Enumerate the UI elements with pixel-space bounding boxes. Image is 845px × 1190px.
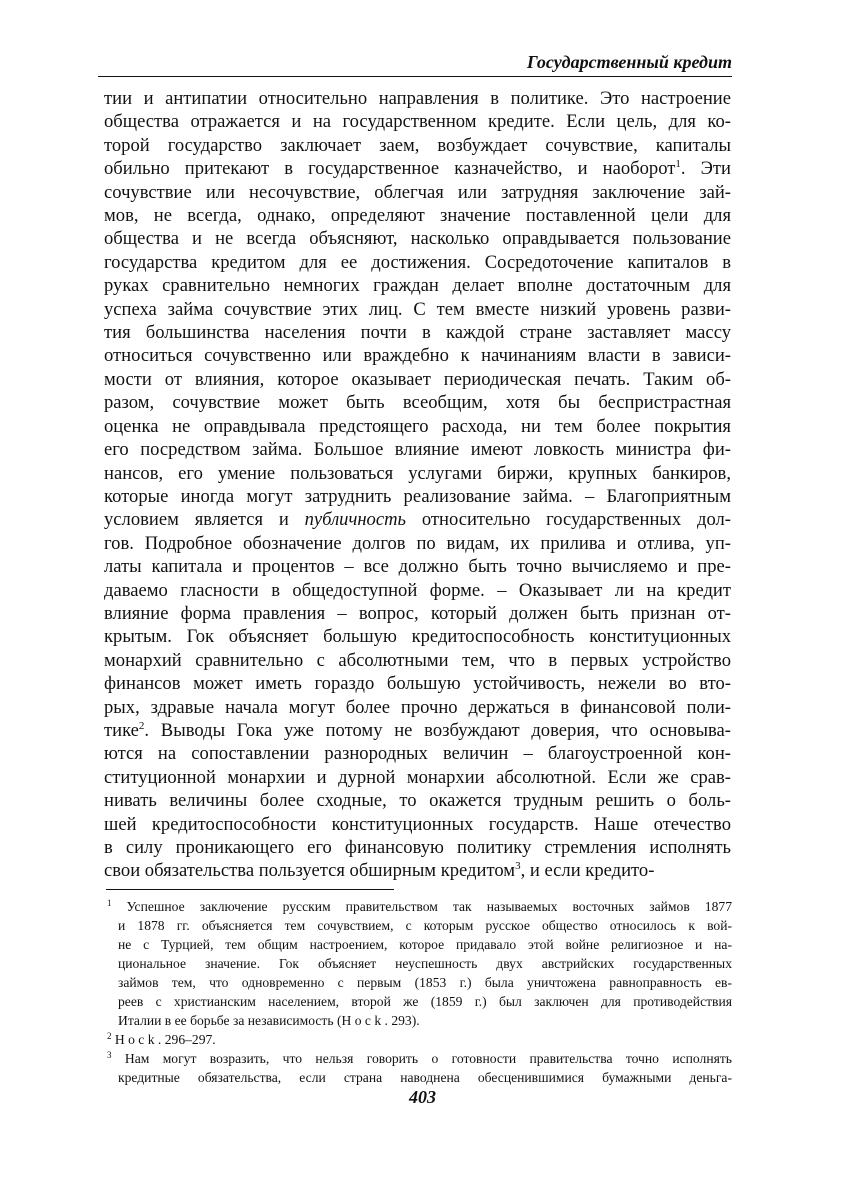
body-line-text: мов, не всегда, однако, определяют значение поставленной цели для (104, 205, 731, 227)
body-line-text: общества отражается и на государственном кредите. Если цель, для ко- (104, 111, 731, 133)
body-line-text: нивать величины более сходные, то окажется трудным решить о боль- (104, 790, 731, 812)
body-line (104, 719, 731, 742)
footnote-text: реев с христианским населением, второй же (1859 г.) был заключен для противодействия (118, 994, 732, 1009)
footnote-text: займов тем, что одновременно с первым (1853 г.) была уничтожена равноправность ев- (118, 975, 732, 990)
footnote-text: Нам могут возразить, что нельзя говорить о готовности правительства точно исполнять (111, 1051, 732, 1066)
running-head: Государственный кредит (526, 52, 732, 72)
footnote-line (107, 1049, 732, 1068)
body-line (104, 672, 731, 695)
footnote-line (107, 1030, 732, 1049)
body-line (104, 321, 731, 344)
body-line-text-cont: относительно государственных дол- (406, 509, 731, 531)
body-line-text: сочувствие или несочувствие, облегчая или затрудняя заключение зай- (104, 181, 731, 203)
body-line (104, 298, 731, 321)
footnotes (107, 897, 732, 1087)
body-line (104, 532, 731, 555)
body-line-text: крытым. Гок объясняет большую кредитоспособность конституционных (104, 626, 731, 648)
body-line-text: государства кредитом для ее достижения. Сосредоточение капиталов в (104, 251, 731, 273)
body-line-text: ются на сопоставлении разнородных величин – благоустроенной кон- (104, 743, 731, 765)
body-line (104, 274, 731, 297)
footnote-number: 3 (107, 1050, 112, 1060)
body-line (104, 344, 731, 367)
body-line (104, 649, 731, 672)
body-line-text: шей кредитоспособности конституционных государств. Наше отечество (104, 813, 731, 835)
body-text (104, 87, 731, 883)
body-line-text: руках сравнительно немногих граждан делает вполне достаточным для (104, 275, 731, 297)
body-line-text: латы капитала и процентов – все должно быть точно вычисляемо и пре- (104, 556, 731, 578)
footnote-text: Успешное заключение русским правительством так называемых восточных займов 1877 (111, 899, 732, 914)
body-line (104, 555, 731, 578)
body-line-text: тия большинства населения почти в каждой стране заставляет массу (104, 322, 731, 344)
body-line (104, 391, 731, 414)
page-number: 403 (409, 1087, 436, 1107)
header-rule (98, 76, 732, 77)
footnote-text: кредитные обязательства, если страна наводнена обесценившимися бумажными деньга- (118, 1070, 732, 1085)
footnote-line (107, 916, 732, 935)
body-line (104, 227, 731, 250)
body-line (104, 813, 731, 836)
body-line-text: относиться сочувственно или враждебно к начинаниям власти в зависи- (104, 345, 731, 367)
footnote-line (107, 973, 732, 992)
body-line-text: мости от влияния, которое оказывает периодическая печать. Таким об- (104, 368, 731, 390)
body-line-text: в силу проникающего его финансовую политику стремления исполнять (104, 837, 731, 858)
body-line (104, 462, 731, 485)
body-line (104, 87, 731, 110)
body-line (104, 438, 731, 461)
body-line (104, 181, 731, 204)
body-line-text: даваемо гласности в общедоступной форме. – Оказывает ли на кредит (104, 579, 731, 601)
footnote-line (107, 954, 732, 973)
body-line-text: которые иногда могут затруднить реализование займа. – Благоприятным (104, 485, 731, 507)
footnote-text: циональное значение. Гок объясняет неуспешность двух австрийских государственных (118, 956, 732, 971)
body-line-text: нансов, его умение пользоваться услугами биржи, крупных банкиров, (104, 462, 731, 484)
footnote-number: 2 (107, 1031, 112, 1041)
body-line-text: успеха займа сочувствие этих лиц. С тем вместе низкий уровень разви- (104, 298, 731, 320)
footnote-text: H o c k . 296–297. (111, 1032, 216, 1047)
body-line-text: общества и не всегда объясняют, насколько оправдывается пользование (104, 228, 731, 250)
footnote-line (107, 1068, 732, 1087)
body-line-text: рых, здравые начала могут более прочно держаться в финансовой поли- (104, 696, 731, 718)
body-line-text-cont: . Выводы Гока уже потому не возбуждают доверия, что основыва- (144, 719, 731, 741)
body-line-text: свои обязательства пользуется обширным кредитом (104, 860, 516, 882)
footnote-text: не с Турцией, тем общим настроением, которое придавало этой войне религиозное и на- (118, 937, 732, 952)
body-line (104, 602, 731, 625)
body-line (104, 157, 731, 180)
body-line-text: влияние форма правления – вопрос, который должен быть признан от- (104, 602, 731, 624)
body-line (104, 789, 731, 812)
body-line (104, 836, 731, 859)
body-line-text: финансов может иметь гораздо большую устойчивость, нежели во вто- (104, 673, 731, 695)
body-line-text: условием является и (104, 509, 305, 531)
body-line-text: его посредством займа. Большое влияние имеют ловкость министра фи- (104, 439, 731, 461)
body-line (104, 696, 731, 719)
body-line-text: оценка не оправдывала предстоящего расхода, ни тем более покрытия (104, 415, 731, 437)
footnote-line (107, 992, 732, 1011)
body-line-text: монархий сравнительно с абсолютными тем, что в первых устройство (104, 649, 731, 671)
body-line-text: тике (104, 719, 139, 741)
body-line (104, 508, 731, 531)
body-line (104, 251, 731, 274)
footnote-marker: 3 (515, 860, 521, 873)
footnote-line (107, 935, 732, 954)
body-line (104, 859, 731, 882)
body-line-text: ституционной монархии и дурной монархии абсолютной. Если же срав- (104, 766, 731, 788)
footnote-marker: 2 (138, 719, 145, 732)
body-line-text: обильно притекают в государственное казначейство, и наоборот (104, 158, 676, 180)
footnote-number: 1 (107, 898, 112, 908)
body-line (104, 485, 731, 508)
body-line (104, 134, 731, 157)
body-line (104, 204, 731, 227)
body-line-text-cont: . Эти (680, 158, 731, 180)
footnote-text: Италии в ее борьбе за независимость (H o c k . 293). (118, 1013, 420, 1028)
body-line (104, 110, 731, 133)
footnote-rule (106, 889, 394, 890)
footnote-marker: 1 (675, 158, 681, 171)
body-line-text-cont: , и если кредито- (520, 860, 655, 882)
footnote-line (107, 1011, 732, 1030)
footnote-text: и 1878 гг. объясняется тем сочувствием, с которым русское общество относилось к вой- (118, 918, 732, 933)
body-line (104, 579, 731, 602)
body-line (104, 766, 731, 789)
body-line-text: разом, сочувствие может быть всеобщим, хотя бы беспристрастная (104, 392, 731, 414)
body-line-text: гов. Подробное обозначение долгов по видам, их прилива и отлива, уп- (104, 532, 731, 554)
body-line-text: тии и антипатии относительно направления в политике. Это настроение (104, 88, 731, 109)
body-line-text: торой государство заключает заем, возбуждает сочувствие, капиталы (104, 134, 731, 156)
emphasis-term: публичность (304, 509, 407, 531)
body-line (104, 368, 731, 391)
footnote-line (107, 897, 732, 916)
body-line (104, 625, 731, 648)
body-line (104, 742, 731, 765)
body-line (104, 415, 731, 438)
